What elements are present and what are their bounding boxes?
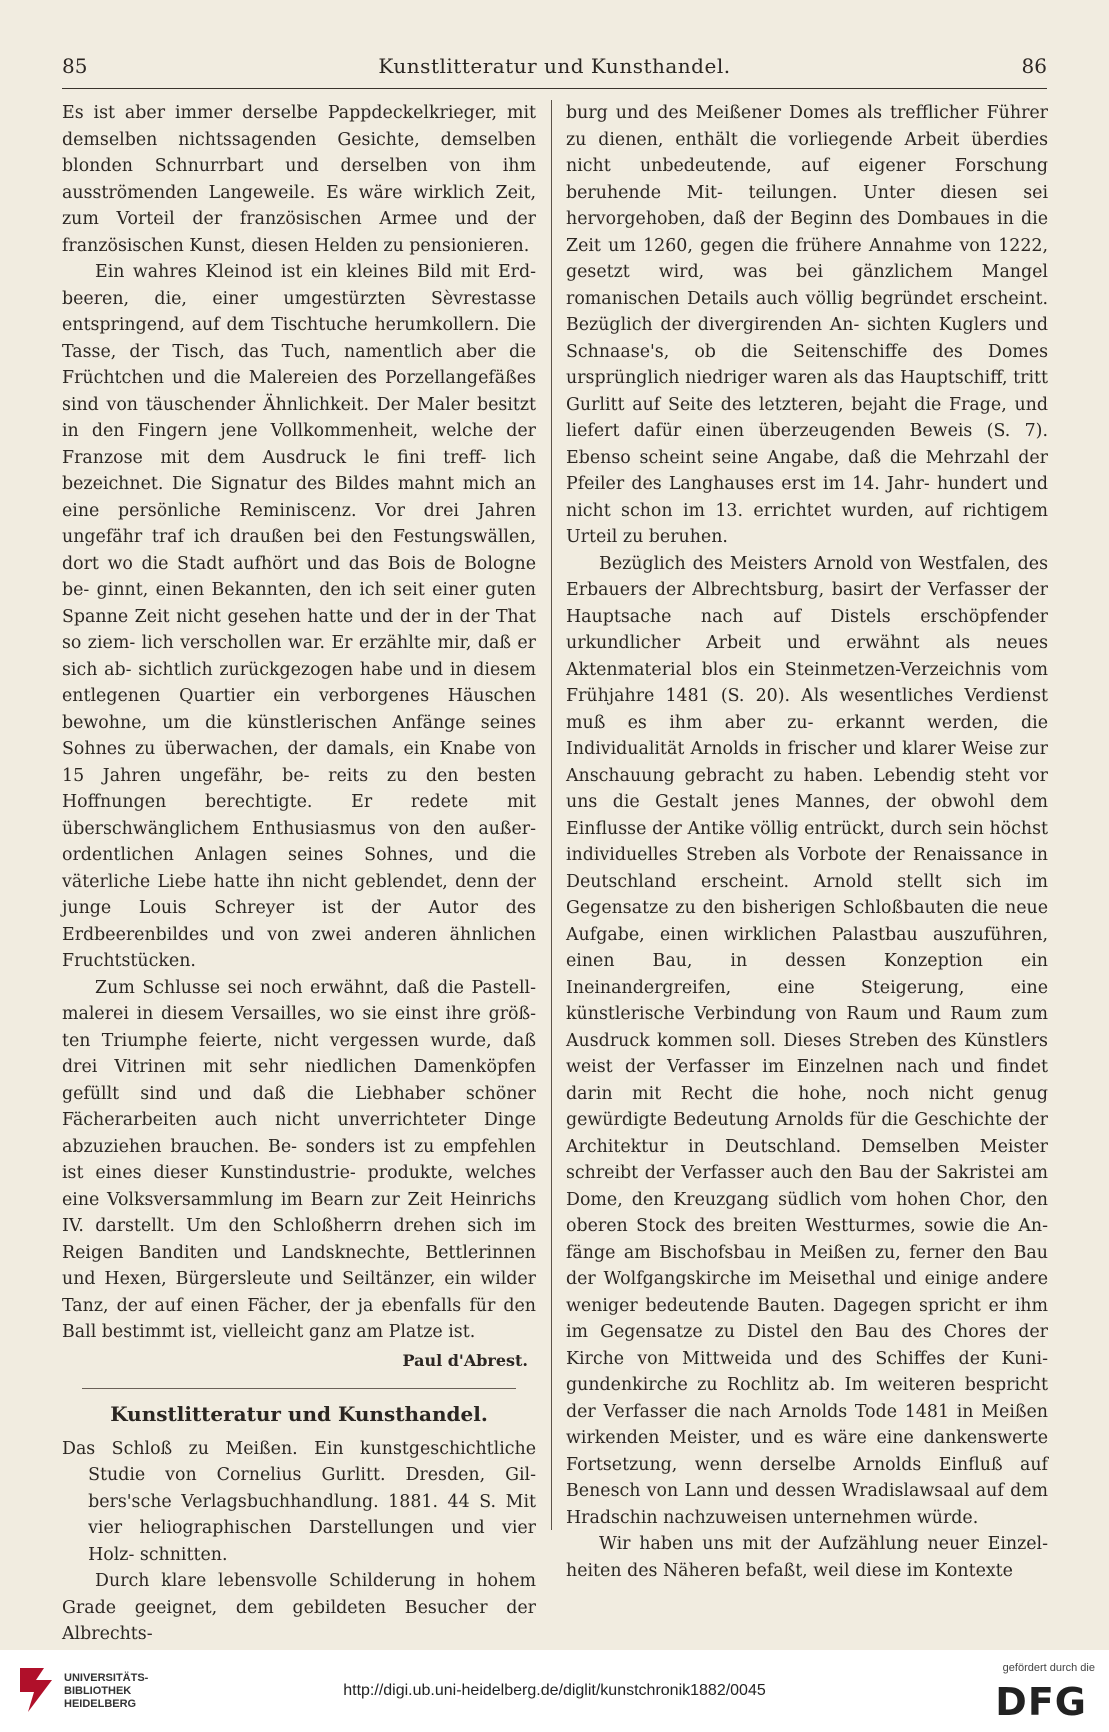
paragraph: Es ist aber immer derselbe Pappdeckelkrieger, mit demselben nichtssagenden Gesichte, demselben blonden Schnurrbart und derselben von ihm ausströmenden Langeweile. Es wäre wirklich Zeit, zum Vorteil der französischen Armee und der französischen Kunst, diesen Helden zu pensionieren. (62, 103, 536, 256)
paragraph: burg und des Meißener Domes als trefflicher Führer zu dienen, enthält die vorliegende Arbeit überdies nicht unbedeutende, auf eigener Forschung beruhende Mit- teilungen. Unter diesen sei hervorgehoben, daß der Beginn des Dombaues in die Zeit um 1260, gegen die frühere Annahme von 1222, gesetzt wird, was bei gänzlichem Mangel romanischen Details auch völlig begründet erscheint. Bezüglich der divergirenden An- sichten Kuglers und Schnaase's, ob die Seitenschiffe des Domes ursprünglich niedriger waren als das Hauptschiff, tritt Gurlitt auf Seite des letzteren, bejaht die Frage, und liefert dafür einen überzeugenden Beweis (S. 7). Ebenso scheint seine Angabe, daß die Mehrzahl der Pfeiler des Langhauses erst im 14. Jahr- hundert und nicht schon im 13. errichtet wurden, auf richtigem Urteil zu beruhen. (566, 103, 1048, 547)
author-signature: Paul d'Abrest. (402, 1350, 528, 1370)
running-head (62, 48, 1047, 84)
paragraph: Bezüglich des Meisters Arnold von Westfalen, des Erbauers der Albrechtsburg, basirt der Verfasser der Hauptsache nach auf Distels erschöpfender urkundlicher Arbeit und erwähnt als neues Aktenmaterial blos ein Steinmetzen-Verzeichnis vom Frühjahre 1481 (S. 20). Als wesentliches Verdienst muß es ihm aber zu- erkannt werden, die Individualität Arnolds in frischer und klarer Weise zur Anschauung gebracht zu haben. Lebendig steht vor uns die Gestalt jenes Mannes, der obwohl dem Einflusse der Antike völlig entrückt, durch sein höchst individuelles Streben als Vorbote der Renaissance in Deutschland erscheint. Arnold stellt sich im Gegensatze zu den bisherigen Schloßbauten die neue Aufgabe, einen wirklichen Palastbau auszuführen, einen Bau, in dessen Konzeption ein Ineinandergreifen, eine Steigerung, eine künstlerische Verbindung von Raum und Raum zum Ausdruck kommen soll. Dieses Streben des Künstlers weist der Verfasser im Einzelnen nach und findet darin mit Recht die hohe, noch nicht genug gewürdigte Bedeutung Arnolds für die Geschichte der Architektur in Deutschland. Demselben Meister schreibt der Verfasser auch den Bau der Sakristei am Dome, den Kreuzgang südlich vom hohen Chor, den oberen Stock des breiten Westturmes, sowie die An- fänge am Bischofsbau in Meißen zu, ferner den Bau der Wolfgangskirche im Meisethal und einige andere weniger bedeutende Bauten. Dagegen spricht er ihm im Gegensatze zu Distel den Bau des Chores der Kirche von Mittweida und des Schiffes der Kuni- gundenkirche zu Rochlitz ab. Im weiteren bespricht der Verfasser die nach Arnolds Tode 1481 in Meißen wirkenden Meister, und es wäre eine dankenswerte Fortsetzung, wenn derselbe Arnolds Einfluß auf Benesch von Lann und dessen Wradislawsaal auf dem Hradschin nachzuweisen unternehmen würde. (566, 553, 1048, 1528)
book-citation: Das Schloß zu Meißen. Ein kunstgeschichtliche Studie von Cornelius Gurlitt. Dresden, Gil- bers'sche Verlagsbuchhandlung. 1881. 44 S. Mit vier heliographischen Darstellungen und vier Holz- schnitten. (62, 1438, 536, 1565)
section-divider (82, 1388, 516, 1389)
source-url-link[interactable]: http://digi.ub.uni-heidelberg.de/diglit/kunstchronik1882/0045 (343, 1682, 766, 1699)
right-column (566, 100, 1048, 1584)
library-name: UNIVERSITÄTS- BIBLIOTHEK HEIDELBERG (64, 1672, 149, 1710)
paragraph: Wir haben uns mit der Aufzählung neuer Einzel- heiten des Näheren befaßt, weil diese im Kontexte (566, 1534, 1048, 1581)
paragraph: Ein wahres Kleinod ist ein kleines Bild mit Erd- beeren, die, einer umgestürzten Sèvrestasse entspringend, auf dem Tischtuche herumkollern. Die Tasse, der Tisch, das Tuch, namentlich aber die Früchtchen und die Malereien des Porzellangefäßes sind von täuschender Ähnlichkeit. Der Maler besitzt in den Fingern jene Vollkommenheit, welche der Franzose mit dem Ausdruck le fini treff- lich bezeichnet. Die Signatur des Bildes mahnt mich an eine persönliche Reminiscenz. Vor drei Jahren ungefähr traf ich draußen bei den Festungswällen, dort wo die Stadt aufhört und das Bois de Bologne be- ginnt, einen Bekannten, den ich seit einer guten Spanne Zeit nicht gesehen hatte und der in der That so ziem- lich verschollen war. Er erzählte mir, daß er sich ab- sichtlich zurückgezogen habe und in diesem entlegenen Quartier ein verborgenes Häuschen bewohne, um die künstlerischen Anfänge seines Sohnes zu überwachen, der damals, ein Knabe von 15 Jahren ungefähr, be- reits zu den besten Hoffnungen berechtigte. Er redete mit überschwänglichem Enthusiasmus von den außer- ordentlichen Anlagen seines Sohnes, und die väterliche Liebe hatte ihn nicht geblendet, denn der junge Louis Schreyer ist der Autor des Erdbeerenbildes und von zwei anderen ähnlichen Fruchtstücken. (62, 262, 536, 971)
running-title: Kunstlitteratur und Kunsthandel. (378, 54, 731, 78)
left-column (62, 100, 536, 1648)
page-number-left: 85 (62, 54, 88, 78)
dfg-logo: DFG (995, 1680, 1087, 1724)
paragraph: Durch klare lebensvolle Schilderung in hohem Grade geeignet, dem gebildeten Besucher der Albrechts- (62, 1571, 536, 1644)
funded-by-label: gefördert durch die (1002, 1662, 1095, 1674)
header-rule (62, 88, 1047, 89)
column-divider (551, 100, 552, 1530)
page-number-right: 86 (1021, 54, 1047, 78)
section-heading: Kunstlitteratur und Kunsthandel. (110, 1402, 488, 1426)
digitization-footer (0, 1650, 1109, 1732)
paragraph: Zum Schlusse sei noch erwähnt, daß die Pastell- malerei in diesem Versailles, wo sie einst ihre größ- ten Triumphe feierte, nicht vergessen wurde, daß drei Vitrinen mit sehr niedlichen Damenköpfen gefüllt sind und daß die Liebhaber schöner Fächerarbeiten auch nicht unverrichteter Dinge abzuziehen brauchen. Be- sonders ist zu empfehlen ist eines dieser Kunstindustrie- produkte, welches eine Volksversammlung im Bearn zur Zeit Heinrichs IV. darstellt. Um den Schloßherrn drehen sich im Reigen Banditen und Landsknechte, Bettlerinnen und Hexen, Bürgersleute und Seiltänzer, ein wilder Tanz, der auf einen Fächer, der ja ebenfalls für den Ball bestimmt ist, vielleicht ganz am Platze ist. (62, 977, 536, 1342)
